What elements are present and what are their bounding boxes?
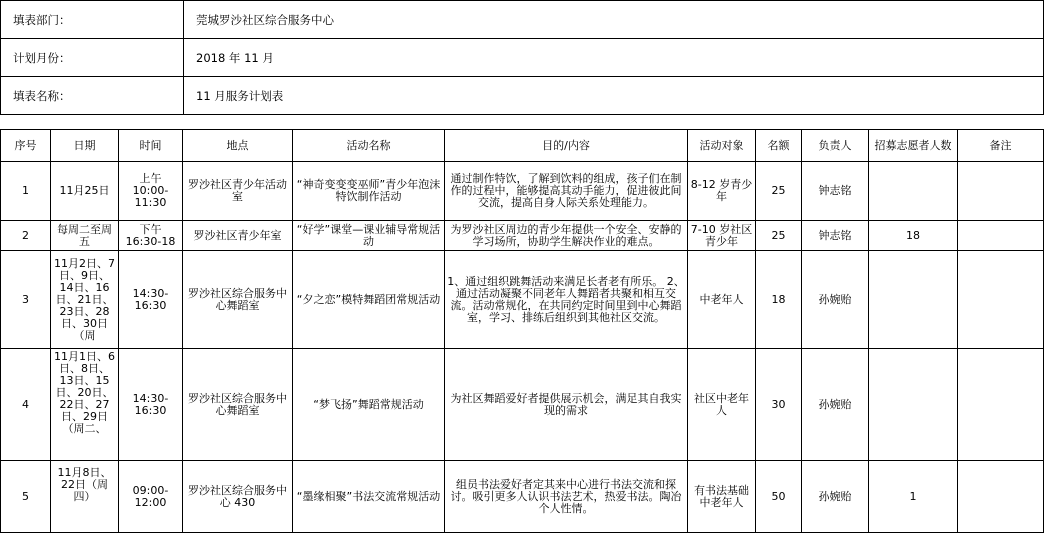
cell-purpose: 为罗沙社区周边的青少年提供一个安全、安静的学习场所，协助学生解决作业的难点。	[445, 221, 688, 251]
cell-target: 有书法基础中老年人	[688, 461, 756, 533]
cell-quota: 25	[756, 221, 802, 251]
cell-place: 罗沙社区青少年活动室	[183, 162, 293, 221]
header-row-month	[1, 39, 1044, 77]
cell-volunteers: 1	[869, 461, 958, 533]
col-header: 日期	[51, 130, 119, 162]
cell-date	[51, 251, 119, 349]
cell-purpose: 为社区舞蹈爱好者提供展示机会，满足其自我实现的需求	[445, 349, 688, 461]
cell-target: 中老年人	[688, 251, 756, 349]
cell-owner: 孙婉贻	[802, 461, 869, 533]
cell-quota: 50	[756, 461, 802, 533]
cell-place: 罗沙社区综合服务中心舞蹈室	[183, 349, 293, 461]
cell-no: 3	[1, 251, 51, 349]
col-header: 目的/内容	[445, 130, 688, 162]
table-row	[1, 221, 1044, 251]
name-value: 11 月服务计划表	[184, 77, 1044, 115]
cell-remark	[958, 349, 1044, 461]
cell-time: 下午 16:30-18	[119, 221, 183, 251]
cell-volunteers	[869, 251, 958, 349]
col-header: 序号	[1, 130, 51, 162]
cell-owner: 孙婉贻	[802, 251, 869, 349]
cell-activity-name: “神奇变变变巫师”青少年泡沫特饮制作活动	[293, 162, 445, 221]
name-label: 填表名称：	[1, 77, 184, 115]
month-label: 计划月份：	[1, 39, 184, 77]
cell-date-text: 11月1日、6日、8日、13日、15日、20日、22日、27日、29日（周二、	[54, 350, 115, 435]
cell-owner: 孙婉贻	[802, 349, 869, 461]
table-row	[1, 461, 1044, 533]
header-row-dept	[1, 1, 1044, 39]
cell-purpose: 通过制作特饮，了解到饮料的组成，孩子们在制作的过程中，能够提高其动手能力，促进彼此间交流，提高自身人际关系处理能力。	[445, 162, 688, 221]
col-header: 地点	[183, 130, 293, 162]
cell-activity-name: “好学”课堂—课业辅导常规活动	[293, 221, 445, 251]
cell-no: 2	[1, 221, 51, 251]
cell-date-text: 11月2日、7日、9日、14日、16日、21日、23日、28日、30日（周	[54, 258, 115, 341]
cell-no: 4	[1, 349, 51, 461]
col-header: 活动对象	[688, 130, 756, 162]
cell-time: 14:30-16:30	[119, 349, 183, 461]
cell-date	[51, 349, 119, 461]
table-row	[1, 349, 1044, 461]
cell-remark	[958, 251, 1044, 349]
cell-no: 5	[1, 461, 51, 533]
cell-volunteers	[869, 162, 958, 221]
cell-quota: 30	[756, 349, 802, 461]
plan-table	[0, 129, 1044, 533]
header-row-name	[1, 77, 1044, 115]
cell-time: 09:00-12:00	[119, 461, 183, 533]
cell-activity-name: “墨缘相聚”书法交流常规活动	[293, 461, 445, 533]
cell-volunteers	[869, 349, 958, 461]
cell-date: 11月25日	[51, 162, 119, 221]
cell-place: 罗沙社区青少年室	[183, 221, 293, 251]
dept-value: 莞城罗沙社区综合服务中心	[184, 1, 1044, 39]
cell-purpose: 1、通过组织跳舞活动来满足长者老有所乐。 2、通过活动凝聚不同老年人舞蹈者共聚和相互交流。活动常规化，在共同约定时间里到中心舞蹈室，学习、排练后组织到其他社区交流。	[445, 251, 688, 349]
cell-time: 14:30-16:30	[119, 251, 183, 349]
col-header: 招募志愿者人数	[869, 130, 958, 162]
cell-quota: 25	[756, 162, 802, 221]
cell-no: 1	[1, 162, 51, 221]
cell-remark	[958, 162, 1044, 221]
col-header: 时间	[119, 130, 183, 162]
col-header: 活动名称	[293, 130, 445, 162]
col-header: 负责人	[802, 130, 869, 162]
cell-volunteers: 18	[869, 221, 958, 251]
header-table	[0, 0, 1044, 115]
cell-date-text: 11月8日、22日（周四）	[57, 466, 112, 503]
cell-owner: 钟志铭	[802, 221, 869, 251]
table-header-row	[1, 130, 1044, 162]
cell-activity-name: “梦飞扬”舞蹈常规活动	[293, 349, 445, 461]
table-row	[1, 251, 1044, 349]
col-header: 备注	[958, 130, 1044, 162]
cell-remark	[958, 221, 1044, 251]
cell-time: 上午 10:00-11:30	[119, 162, 183, 221]
month-value: 2018 年 11 月	[184, 39, 1044, 77]
cell-activity-name: “夕之恋”模特舞蹈团常规活动	[293, 251, 445, 349]
cell-place: 罗沙社区综合服务中心 430	[183, 461, 293, 533]
cell-date	[51, 461, 119, 533]
table-row	[1, 162, 1044, 221]
cell-target: 社区中老年人	[688, 349, 756, 461]
cell-quota: 18	[756, 251, 802, 349]
dept-label: 填表部门：	[1, 1, 184, 39]
col-header: 名额	[756, 130, 802, 162]
cell-owner: 钟志铭	[802, 162, 869, 221]
cell-target: 8-12 岁青少年	[688, 162, 756, 221]
cell-date: 每周二至周五	[51, 221, 119, 251]
cell-target: 7-10 岁社区青少年	[688, 221, 756, 251]
cell-purpose: 组员书法爱好者定其来中心进行书法交流和探讨。吸引更多人认识书法艺术，热爱书法。陶冶个人性情。	[445, 461, 688, 533]
cell-place: 罗沙社区综合服务中心舞蹈室	[183, 251, 293, 349]
cell-remark	[958, 461, 1044, 533]
